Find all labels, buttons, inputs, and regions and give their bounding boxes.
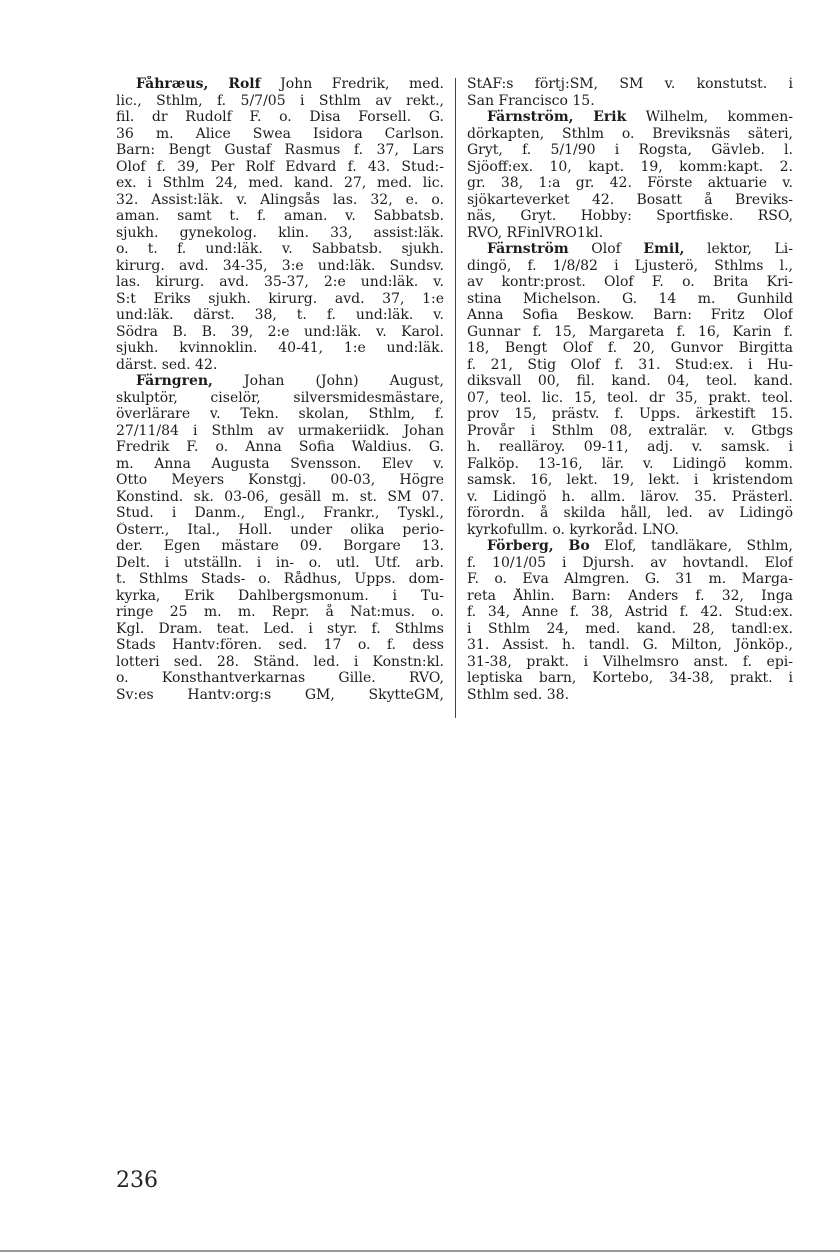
- text-line: stina Michelson. G. 14 m. Gunhild: [467, 290, 793, 307]
- entry-heading-rest: Elof, tandläkare, Sthlm,: [589, 538, 793, 554]
- text-line: dingö, f. 1/8/82 i Ljusterö, Sthlms l.,: [467, 257, 793, 274]
- text-line: överlärare v. Tekn. skolan, Sthlm, f.: [116, 406, 444, 422]
- text-line: 31. Assist. h. tandl. G. Milton, Jönköp.,: [467, 637, 793, 653]
- text-line: t. Sthlms Stads- o. Rådhus, Upps. dom-: [116, 571, 444, 587]
- text-line: v. Lidingö h. allm. lärov. 35. Prästerl.: [467, 488, 793, 505]
- text-line: leptiska barn, Kortebo, 34-38, prakt. i: [467, 670, 793, 686]
- text-line: Barn: Bengt Gustaf Rasmus f. 37, Lars: [116, 142, 444, 158]
- text-line: las. kirurg. avd. 35-37, 2:e und:läk. v.: [116, 274, 444, 290]
- text-line: Österr., Ital., Holl. under olika perio-: [116, 521, 444, 538]
- text-line: Sjöoff:ex. 10, kapt. 19, komm:kapt. 2.: [467, 158, 793, 175]
- text-line: ex. i Sthlm 24, med. kand. 27, med. lic.: [116, 175, 444, 191]
- text-line: Fredrik F. o. Anna Sofia Waldius. G.: [116, 439, 444, 455]
- text-line: o. t. f. und:läk. v. Sabbatsb. sjukh.: [116, 241, 444, 257]
- text-line: der. Egen mästare 09. Borgare 13.: [116, 538, 444, 554]
- entry-heading-rest-secondary: lektor, Li-: [684, 241, 793, 257]
- text-line: sjukh. kvinnoklin. 40-41, 1:e und:läk.: [116, 340, 444, 356]
- page-number: 236: [116, 1168, 158, 1193]
- entry-name: Färngren,: [136, 373, 213, 389]
- entry-name: Fåhræus, Rolf: [136, 76, 261, 92]
- entry-heading-rest: John Fredrik, med.: [260, 76, 444, 92]
- entry-name: Förberg, Bo: [487, 538, 590, 554]
- text-line: lotteri sed. 28. Ständ. led. i Konstn:kl.: [116, 653, 444, 670]
- entry-heading-line: [116, 76, 444, 93]
- text-line: Gunnar f. 15, Margareta f. 16, Karin f.: [467, 323, 793, 340]
- text-line: f. 34, Anne f. 38, Astrid f. 42. Stud:ex.: [467, 604, 793, 620]
- text-line: m. Anna Augusta Svensson. Elev v.: [116, 455, 444, 472]
- text-line: kirurg. avd. 34-35, 3:e und:läk. Sundsv.: [116, 257, 444, 274]
- text-line: diksvall 00, fil. kand. 04, teol. kand.: [467, 373, 793, 389]
- entry-name: Färnström: [487, 241, 569, 257]
- entry-heading-line: [467, 109, 793, 126]
- text-line: Kgl. Dram. teat. Led. i styr. f. Sthlms: [116, 620, 444, 637]
- text-line: Stud. i Danm., Engl., Frankr., Tyskl.,: [116, 505, 444, 521]
- text-line: ringe 25 m. m. Repr. å Nat:mus. o.: [116, 604, 444, 620]
- text-line: samsk. 16, lekt. 19, lekt. i kristendom: [467, 472, 793, 488]
- text-line: prov 15, prästv. f. Upps. ärkestift 15.: [467, 406, 793, 422]
- entry-heading-line: [467, 538, 793, 555]
- entry-heading-line: [467, 241, 793, 258]
- entry-heading-rest: Johan (John) August,: [212, 373, 444, 389]
- text-line: Otto Meyers Konstgj. 00-03, Högre: [116, 472, 444, 488]
- right-column: [467, 76, 793, 703]
- text-line: Konstind. sk. 03-06, gesäll m. st. SM 07.: [116, 488, 444, 505]
- column-divider: [455, 78, 456, 718]
- text-line: F. o. Eva Almgren. G. 31 m. Marga-: [467, 571, 793, 587]
- text-line: 32. Assist:läk. v. Alingsås las. 32, e. o.: [116, 191, 444, 208]
- text-line: kyrkofullm. o. kyrkoråd. LNO.: [467, 521, 679, 538]
- text-line: i Sthlm 24, med. kand. 28, tandl:ex.: [467, 620, 793, 637]
- text-line: Provår i Sthlm 08, extralär. v. Gtbgs: [467, 422, 793, 439]
- text-line: aman. samt t. f. aman. v. Sabbatsb.: [116, 208, 444, 224]
- text-line: Stads Hantv:fören. sed. 17 o. f. dess: [116, 637, 444, 653]
- entry-heading-line: [116, 373, 444, 390]
- text-line: 36 m. Alice Swea Isidora Carlson.: [116, 125, 444, 142]
- text-line: f. 21, Stig Olof f. 31. Stud:ex. i Hu-: [467, 356, 793, 373]
- bottom-edge-rule: [0, 1250, 840, 1252]
- text-line: dörkapten, Sthlm o. Breviksnäs säteri,: [467, 125, 793, 142]
- entry-heading-rest: Olof: [568, 241, 644, 257]
- text-line: f. 10/1/05 i Djursh. av hovtandl. Elof: [467, 554, 793, 571]
- text-line: förordn. å skilda håll, led. av Lidingö: [467, 505, 793, 521]
- text-line: sjukh. gynekolog. klin. 33, assist:läk.: [116, 224, 444, 241]
- text-line: 07, teol. lic. 15, teol. dr 35, prakt. teol.: [467, 389, 793, 406]
- text-line: S:t Eriks sjukh. kirurg. avd. 37, 1:e: [116, 290, 444, 307]
- text-line: kyrka, Erik Dahlbergsmonum. i Tu-: [116, 587, 444, 604]
- text-line: 18, Bengt Olof f. 20, Gunvor Birgitta: [467, 340, 793, 356]
- text-line: näs, Gryt. Hobby: Sportfiske. RSO,: [467, 208, 793, 224]
- entry-heading-rest: Wilhelm, kommen-: [626, 109, 793, 125]
- text-line: 27/11/84 i Sthlm av urmakeriidk. Johan: [116, 422, 444, 439]
- text-line: gr. 38, 1:a gr. 42. Förste aktuarie v.: [467, 175, 793, 191]
- text-line: und:läk. därst. 38, t. f. und:läk. v.: [116, 307, 444, 323]
- text-line: RVO, RFinlVRO1kl.: [467, 224, 604, 241]
- text-line: h. realläroy. 09-11, adj. v. samsk. i: [467, 439, 793, 455]
- text-line: Sv:es Hantv:org:s GM, SkytteGM,: [116, 686, 444, 703]
- text-line: StAF:s förtj:SM, SM v. konstutst. i: [467, 76, 793, 92]
- text-line: 31-38, prakt. i Vilhelmsro anst. f. epi-: [467, 653, 793, 670]
- text-line: lic., Sthlm, f. 5/7/05 i Sthlm av rekt.,: [116, 92, 444, 109]
- text-line: sjökarteverket 42. Bosatt å Breviks-: [467, 191, 793, 208]
- entry-name-secondary: Emil,: [643, 241, 685, 257]
- text-line: Anna Sofia Beskow. Barn: Fritz Olof: [467, 307, 793, 323]
- text-line: Södra B. B. 39, 2:e und:läk. v. Karol.: [116, 323, 444, 340]
- text-line: Delt. i utställn. i in- o. utl. Utf. arb.: [116, 554, 444, 571]
- text-line: fil. dr Rudolf F. o. Disa Forsell. G.: [116, 109, 444, 125]
- text-line: av kontr:prost. Olof F. o. Brita Kri-: [467, 274, 793, 290]
- text-line: o. Konsthantverkarnas Gille. RVO,: [116, 670, 444, 686]
- text-line: Falköp. 13-16, lär. v. Lidingö komm.: [467, 455, 793, 472]
- text-line: skulptör, ciselör, silversmidesmästare,: [116, 389, 444, 406]
- text-line: Olof f. 39, Per Rolf Edvard f. 43. Stud:-: [116, 158, 444, 175]
- left-column: [116, 76, 444, 703]
- text-line: Sthlm sed. 38.: [467, 686, 570, 703]
- text-line: San Francisco 15.: [467, 92, 595, 109]
- entry-name: Färnström, Erik: [487, 109, 627, 125]
- text-line: därst. sed. 42.: [116, 356, 218, 373]
- text-line: reta Åhlin. Barn: Anders f. 32, Inga: [467, 587, 793, 604]
- text-line: Gryt, f. 5/1/90 i Rogsta, Gävleb. l.: [467, 142, 793, 158]
